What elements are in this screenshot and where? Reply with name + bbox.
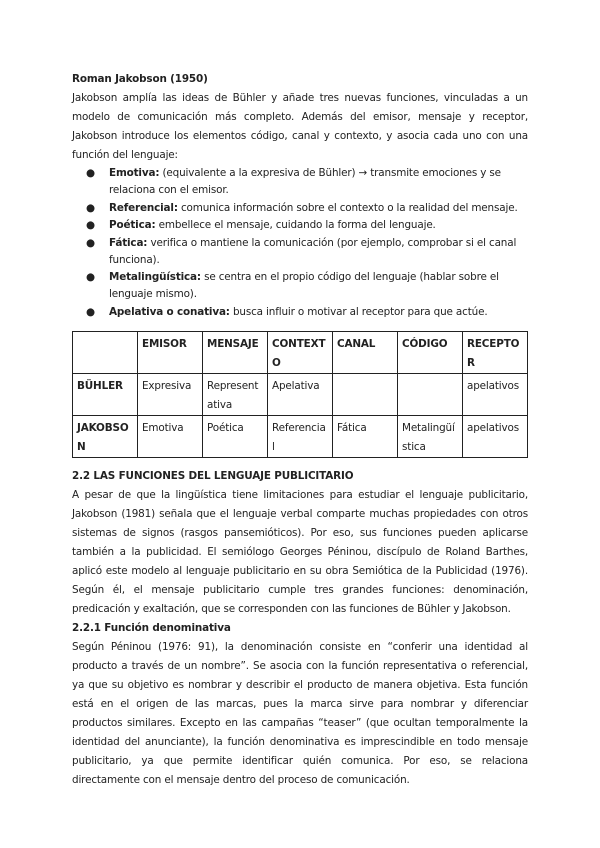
denominativa-paragraph: Según Péninou (1976: 91), la denominación consiste en “conferir una identidad al producto a través de un nombre”. Se asocia con la función representativa o referencial, ya que su objetivo es nombrar y describir el producto de manera objetiva. Esta función está en el origen de las marcas, pues la marca sirve para nombrar y diferenciar productos similares. Excepto en las campañas “teaser” (que ocultan temporalmente la identidad del anunciante), la función denominativa es imprescindible en todo mensaje publicitario, ya que permite identificar quién comunica. Por eso, se relaciona directamente con el mensaje dentro del proceso de comunicación.	[72, 640, 528, 786]
list-item-term: Poética:	[109, 219, 156, 231]
table-cell: Emotiva	[138, 415, 203, 457]
section-title-jakobson: Roman Jakobson (1950)	[72, 73, 208, 85]
table-cell: Apelativa	[268, 373, 333, 415]
bullet-icon: ●	[86, 236, 95, 249]
table-row	[73, 415, 528, 457]
table-header-cell: RECEPTOR	[463, 331, 528, 373]
table-cell	[398, 373, 463, 415]
table-cell: Metalingüística	[398, 415, 463, 457]
table-cell	[333, 373, 398, 415]
table-header-cell: CONTEXTO	[268, 331, 333, 373]
bullet-icon: ●	[86, 305, 95, 318]
table-row	[73, 373, 528, 415]
bullet-icon: ●	[86, 201, 95, 214]
table-cell: Expresiva	[138, 373, 203, 415]
table-cell: apelativos	[463, 373, 528, 415]
list-item-term: Apelativa o conativa:	[109, 305, 230, 318]
section-title-publicitario: 2.2 LAS FUNCIONES DEL LENGUAJE PUBLICITARIO	[72, 469, 354, 482]
intro-paragraph: Jakobson amplía las ideas de Bühler y añade tres nuevas funciones, vinculadas a un modelo de comunicación más completo. Además del emisor, mensaje y receptor, Jakobson introduce los elementos código, canal y contexto, y asocia cada uno con una función del lenguaje:	[72, 92, 528, 161]
publicitario-paragraph: A pesar de que la lingüística tiene limitaciones para estudiar el lenguaje publicitario, Jakobson (1981) señala que el lenguaje verbal comparte muchas propiedades con otros sistemas de signos (rasgos pansemióticos). Por eso, sus funciones pueden aplicarse también a la publicidad. El semiólogo Georges Péninou, discípulo de Roland Barthes, aplicó este modelo al lenguaje publicitario en su obra Semiótica de la Publicidad (1976). Según él, el mensaje publicitario cumple tres grandes funciones: denominación, predicación y exaltación, que se corresponden con las funciones de Bühler y Jakobson.	[72, 488, 528, 615]
list-item	[72, 235, 528, 269]
list-item-term: Metalingüística:	[109, 271, 201, 283]
table-cell: Referencial	[268, 415, 333, 457]
table-cell: apelativos	[463, 415, 528, 457]
table-row-label: JAKOBSON	[73, 415, 138, 457]
list-item-term: Emotiva:	[109, 167, 160, 179]
bullet-icon: ●	[86, 271, 95, 283]
bullet-icon: ●	[86, 167, 95, 179]
list-item-text: comunica información sobre el contexto o la realidad del mensaje.	[177, 201, 518, 214]
list-item-term: Referencial:	[109, 201, 178, 214]
list-item-text: busca influir o motivar al receptor para que actúe.	[229, 305, 488, 318]
table-header-cell: MENSAJE	[203, 331, 268, 373]
table-header-row	[73, 331, 528, 373]
table-header-cell: EMISOR	[138, 331, 203, 373]
list-item-term: Fática:	[109, 236, 148, 249]
table-cell: Fática	[333, 415, 398, 457]
table-header-cell: CANAL	[333, 331, 398, 373]
list-item	[72, 269, 528, 303]
functions-table	[72, 331, 528, 458]
table-row-label: BÜHLER	[73, 373, 138, 415]
list-item-text: verifica o mantiene la comunicación (por ejemplo, comprobar si el canal funciona).	[109, 236, 517, 266]
list-item	[72, 200, 528, 217]
list-item	[72, 165, 528, 199]
functions-list	[72, 165, 528, 321]
list-item	[72, 304, 528, 321]
list-item	[72, 217, 528, 234]
list-item-text: embellece el mensaje, cuidando la forma del lenguaje.	[155, 219, 436, 231]
document-page	[72, 70, 528, 790]
list-item-text: se centra en el propio código del lenguaje (hablar sobre el lenguaje mismo).	[109, 271, 499, 300]
table-header-cell: CÓDIGO	[398, 331, 463, 373]
list-item-text: (equivalente a la expresiva de Bühler) → transmite emociones y se relaciona con el emisor.	[109, 167, 501, 196]
bullet-icon: ●	[86, 219, 95, 231]
table-header-cell	[73, 331, 138, 373]
section-title-denominativa: 2.2.1 Función denominativa	[72, 621, 231, 634]
table-cell: Representativa	[203, 373, 268, 415]
table-cell: Poética	[203, 415, 268, 457]
